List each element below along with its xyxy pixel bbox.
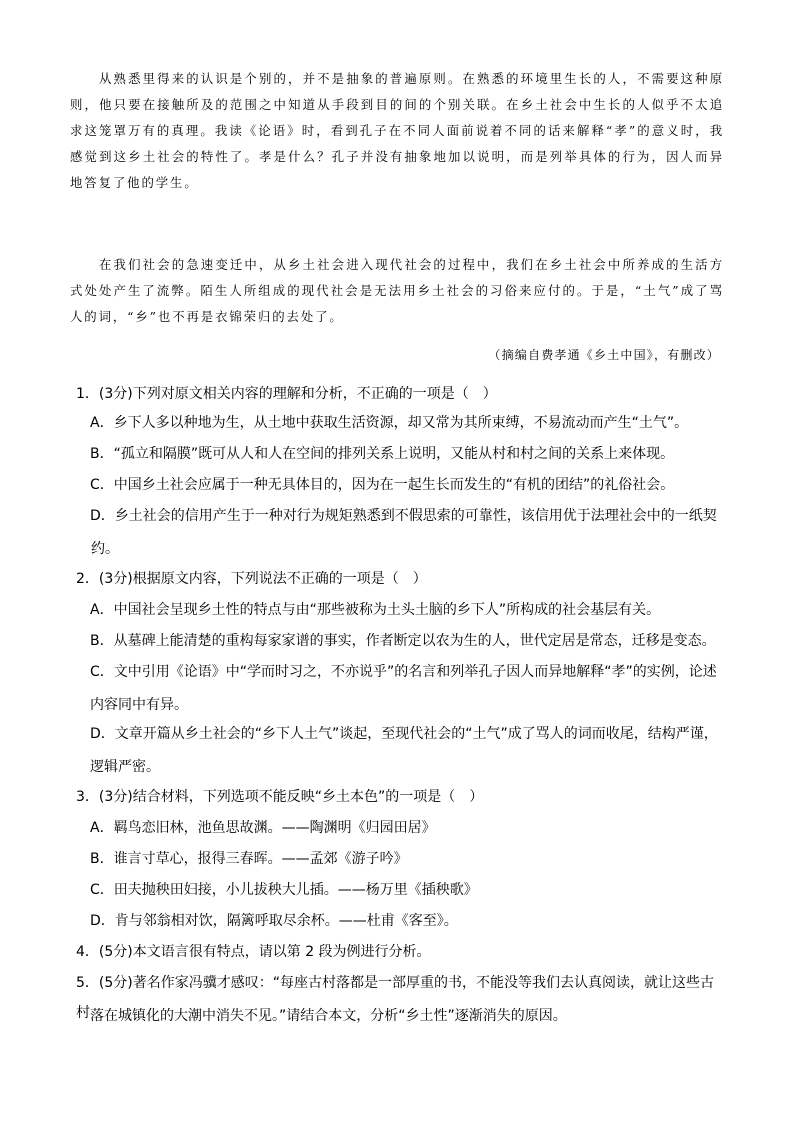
question-3-option-a[interactable] [90, 813, 730, 843]
option-text: D．乡土社会的信用产生于一种对行为规矩熟悉到不假思索的可靠性，该信用优于法理社会中的一纸契 [90, 508, 717, 524]
option-continuation: 约。 [91, 541, 119, 557]
question-number: 3． [76, 789, 99, 805]
option-text: B．谁言寸草心，报得三春晖。——孟郊《游子吟》 [90, 851, 408, 867]
question-1-option-c[interactable] [90, 470, 730, 500]
option-text: C．中国乡土社会应属于一种无具体目的，因为在一起生长而发生的“有机的团结”的礼俗社会。 [90, 477, 675, 493]
question-3-option-c[interactable] [90, 875, 730, 905]
question-number: 2． [76, 571, 99, 587]
question-text: (3分)结合材料，下列选项不能反映“乡土本色”的一项是（ ） [98, 789, 484, 805]
question-number: 5． [76, 975, 99, 991]
question-4-stem [76, 937, 726, 967]
passage-text: 从熟悉里得来的认识是个别的，并不是抽象的普遍原则。在熟悉的环境里生长的人，不需要这种原则，他只要在接触所及的范围之中知道从手段到目的间的个别关联。在乡土社会中生长的人似乎不太追求这笼罩万有的真理。我读《论语》时，看到孔子在不同人面前说着不同的话来解释“孝”的意义时，我感觉到这乡土社会的特性了。孝是什么？孔子并没有抽象地加以说明，而是列举具体的行为，因人而异地答复了他的学生。 [70, 71, 724, 190]
option-continuation: 内容同中有异。 [90, 697, 188, 713]
question-continuation: 落在城镇化的大潮中消失不见。”请结合本文，分析“乡土性”逐渐消失的原因。 [90, 1008, 567, 1024]
option-text: A．羁鸟恋旧林，池鱼思故渊。——陶渊明《归园田居》 [90, 820, 436, 836]
option-text: B．从墓碑上能清楚的重构每家家谱的事实，作者断定以农为生的人，世代定居是常态，迁移是变态。 [90, 633, 716, 649]
option-continuation: 逻辑严密。 [90, 759, 160, 775]
question-2-option-d[interactable] [90, 719, 730, 749]
option-text: C．田夫抛秧田妇接，小儿拔秧大儿插。——杨万里《插秧歌》 [90, 882, 478, 898]
question-number: 1． [76, 386, 99, 402]
question-1-stem [76, 379, 726, 409]
question-2-option-c[interactable] [90, 657, 730, 687]
question-2-stem [76, 564, 726, 594]
question-number: 4． [76, 944, 99, 960]
question-text: (5分)著名作家冯骥才感叹：“每座古村落都是一部厚重的书，不能没等我们去认真阅读，就让这些古村 [76, 975, 715, 1021]
passage-paragraph-1 [70, 66, 724, 196]
question-3-option-d[interactable] [90, 906, 730, 936]
question-3-stem [76, 782, 726, 812]
question-text: (3分)下列对原文相关内容的理解和分析，不正确的一项是（ ） [98, 386, 497, 402]
option-text: D．文章开篇从乡土社会的“乡下人土气”谈起，至现代社会的“土气”成了骂人的词而收尾，结构严谨， [90, 726, 718, 742]
passage-paragraph-2 [70, 252, 724, 330]
question-2-option-a[interactable] [90, 595, 730, 625]
question-text: (5分)本文语言很有特点，请以第 2 段为例进行分析。 [98, 944, 431, 960]
question-2-option-b[interactable] [90, 626, 730, 656]
question-1-option-a[interactable] [90, 408, 730, 438]
question-1-option-d[interactable] [90, 501, 730, 531]
passage-text: 在我们社会的急速变迁中，从乡土社会进入现代社会的过程中，我们在乡土社会中所养成的生活方式处处产生了流弊。陌生人所组成的现代社会是无法用乡土社会的习俗来应付的。于是，“土气”成了骂人的词，“乡”也不再是衣锦荣归的去处了。 [70, 257, 724, 324]
option-text: A．乡下人多以种地为生，从土地中获取生活资源，却又常为其所束缚，不易流动而产生“土气”。 [90, 415, 689, 431]
question-text: (3分)根据原文内容，下列说法不正确的一项是（ ） [98, 571, 427, 587]
option-text: A．中国社会呈现乡土性的特点与由“那些被称为土头土脑的乡下人”所构成的社会基层有关。 [90, 602, 661, 618]
option-text: C．文中引用《论语》中“学而时习之，不亦说乎”的名言和列举孔子因人而异地解释“孝”的实例，论述 [90, 664, 717, 680]
question-3-option-b[interactable] [90, 844, 730, 874]
option-text: D．肯与邻翁相对饮，隔篱呼取尽余杯。——杜甫《客至》。 [90, 913, 458, 929]
passage-source: （摘编自费孝通《乡土中国》，有删改） [488, 348, 720, 362]
question-1-option-b[interactable] [90, 439, 730, 469]
option-text: B．“孤立和隔膜”既可从人和人在空间的排列关系上说明，又能从村和村之间的关系上来体现。 [90, 446, 675, 462]
